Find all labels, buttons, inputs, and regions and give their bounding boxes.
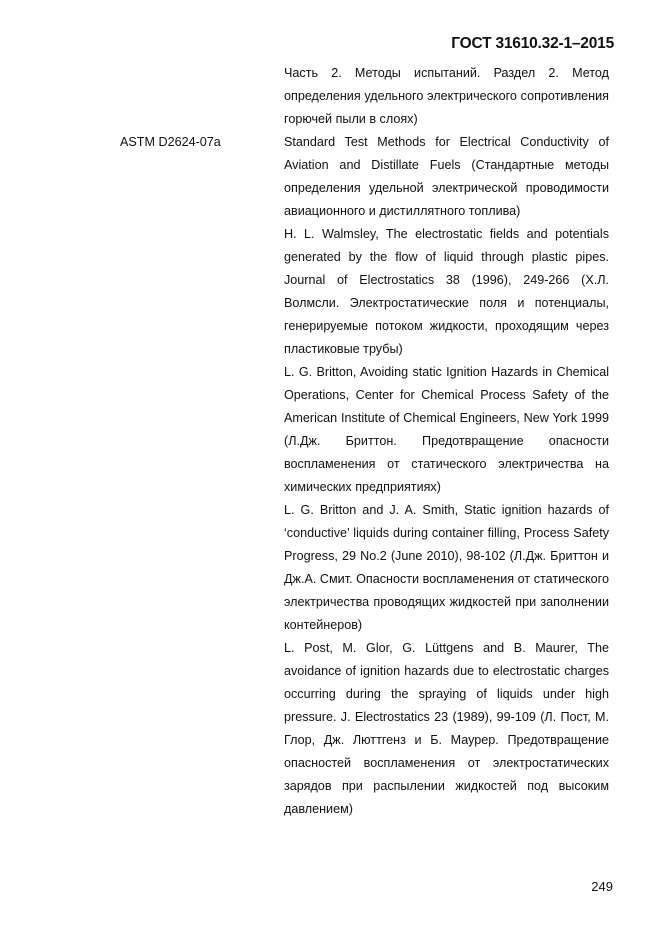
reference-text: Часть 2. Методы испытаний. Раздел 2. Метод определения удельного электрического сопротивления горючей пыли в слоях) — [284, 66, 609, 126]
reference-entry — [284, 361, 609, 499]
reference-entry — [284, 637, 609, 821]
references-column — [284, 62, 609, 821]
reference-text: L. G. Britton and J. A. Smith, Static ignition hazards of ‘conductive’ liquids during container filling, Process Safety Progress, 29 No.2 (June 2010), 98-102 (Л.Дж. Бриттон и Дж.А. Смит. Опасности воспламенения от статического электричества проводящих жидкостей при заполнении контейнеров) — [284, 503, 609, 632]
reference-entry — [284, 62, 609, 131]
reference-text: H. L. Walmsley, The electrostatic fields and potentials generated by the flow of liquid through plastic pipes. Journal of Electrostatics 38 (1996), 249-266 (Х.Л. Волмсли. Электростатические поля и потенциалы, генерируемые потоком жидкости, проходящим через пластиковые трубы) — [284, 227, 609, 356]
reference-text: L. Post, M. Glor, G. Lüttgens and B. Maurer, The avoidance of ignition hazards due to electrostatic charges occurring during the spraying of liquids under high pressure. J. Electrostatics 23 (1989), 99-109 (Л. Пост, М. Глор, Дж. Люттгенз и Б. Маурер. Предотвращение опасностей воспламенения от электростатических зарядов при распылении жидкостей под высоким давлением) — [284, 641, 609, 816]
reference-entry — [284, 499, 609, 637]
page-number: 249 — [591, 879, 613, 894]
reference-text: L. G. Britton, Avoiding static Ignition Hazards in Chemical Operations, Center for Chemical Process Safety of the American Institute of Chemical Engineers, New York 1999 (Л.Дж. Бриттон. Предотвращение опасности воспламенения от статического электричества на химических предприятиях) — [284, 365, 609, 494]
reference-text: Standard Test Methods for Electrical Conductivity of Aviation and Distillate Fuels (Стандартные методы определения удельной электрической проводимости авиационного и дистиллятного топлива) — [284, 135, 609, 218]
reference-code-astm: ASTM D2624-07a — [120, 135, 221, 149]
reference-entry — [284, 223, 609, 361]
reference-entry — [284, 131, 609, 223]
document-standard-header: ГОСТ 31610.32-1–2015 — [451, 35, 614, 52]
